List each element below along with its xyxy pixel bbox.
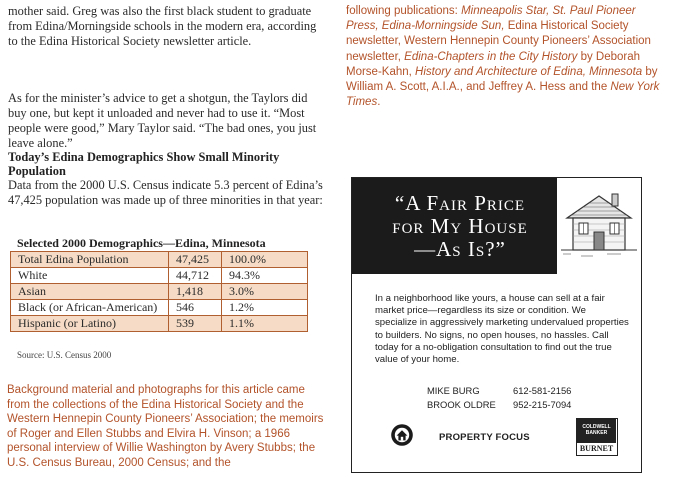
row-label: Black (or African-American) xyxy=(11,300,169,316)
row-percent: 100.0% xyxy=(222,252,308,268)
badge-bottom: BURNET xyxy=(579,444,614,453)
row-count: 47,425 xyxy=(169,252,222,268)
credits-paragraph: Background material and photographs for this article came from the collections of the Edina Historical Society and the Western Hennepin County Pioneers’ Association; the memoirs of Roger and Ellen Stubbs and Elvira H. Vinson; a 1966 personal interview of Willie Washington by Avery Stubbs; the U.S. Census Bureau, 2000 Census; and the xyxy=(7,384,324,469)
agent-name: MIKE BURG xyxy=(427,385,480,396)
table-source: Source: U.S. Census 2000 xyxy=(17,350,112,360)
row-label: Hispanic (or Latino) xyxy=(11,316,169,332)
row-count: 546 xyxy=(169,300,222,316)
body-paragraph-1: mother said. Greg was also the first black student to graduate from Edina/Morningside schools in the modern era, according to the Edina Historical Society newsletter article. xyxy=(8,4,317,48)
badge-top: COLDWELL BANKER xyxy=(577,419,616,443)
table-row xyxy=(11,300,308,316)
table-title: Selected 2000 Demographics—Edina, Minnesota xyxy=(17,236,266,250)
ad-body-text: In a neighborhood like yours, a house can sell at a fair market price—regardless its size or condition. We specialize in aggressively marketing undervalued properties to builders. No signs, no open houses, no hassles. Call today for a no-obligation consultation to find out the true value of your home. xyxy=(375,293,629,366)
pubs-text: by Deborah Morse-Kahn, xyxy=(346,50,641,78)
pubs-italic: Edina-Chapters in the City History xyxy=(404,50,578,63)
agent-row xyxy=(427,384,571,398)
agent-phone: 612-581-2156 xyxy=(513,385,572,396)
row-count: 1,418 xyxy=(169,284,222,300)
headline-line: —As Is?” xyxy=(414,237,506,261)
section-heading: Today’s Edina Demographics Show Small Minority Population xyxy=(8,150,280,178)
property-focus-logo-icon xyxy=(390,423,414,447)
pubs-text: following publications: xyxy=(346,5,462,17)
pubs-text: by William A. Scott, A.I.A., and Jeffrey A. Hess and the xyxy=(346,65,658,94)
row-label: Asian xyxy=(11,284,169,300)
row-percent: 1.2% xyxy=(222,300,308,316)
row-percent: 1.1% xyxy=(222,316,308,332)
ad-header xyxy=(352,178,640,274)
agent-row xyxy=(427,398,571,412)
pubs-italic: New York Times xyxy=(346,81,660,109)
demographics-table xyxy=(10,251,308,332)
agent-contacts xyxy=(427,384,571,411)
row-label: Total Edina Population xyxy=(11,252,169,268)
pubs-italic: History and Architecture of Edina, Minnesota xyxy=(415,65,643,78)
brand-name: PROPERTY FOCUS xyxy=(439,432,530,443)
house-icon xyxy=(557,178,640,274)
agent-name: BROOK OLDRE xyxy=(427,398,496,410)
table-row xyxy=(11,316,308,332)
pubs-text: Edina Historical Society newsletter, Western Hennepin County Pioneers’ Association newsletter, xyxy=(346,20,651,63)
table-row xyxy=(11,268,308,284)
property-focus-ad xyxy=(351,177,642,473)
table-row xyxy=(11,284,308,300)
body-paragraph-2: As for the minister’s advice to get a shotgun, the Taylors did buy one, but kept it unloaded and never had to use it. “Most people were good,” Mary Taylor said. “The bad ones, you just leave alone.” xyxy=(8,91,317,150)
publications-paragraph xyxy=(346,4,664,110)
ad-headline xyxy=(362,192,558,261)
coldwell-banker-badge xyxy=(576,418,618,456)
row-percent: 3.0% xyxy=(222,284,308,300)
row-percent: 94.3% xyxy=(222,268,308,284)
row-count: 44,712 xyxy=(169,268,222,284)
row-label: White xyxy=(11,268,169,284)
row-count: 539 xyxy=(169,316,222,332)
headline-line: for My House xyxy=(392,214,528,238)
table-row xyxy=(11,252,308,268)
headline-line: “A Fair Price xyxy=(394,191,526,215)
body-paragraph-3: Data from the 2000 U.S. Census indicate 5.3 percent of Edina’s 47,425 population was made up of three minorities in that year: xyxy=(8,178,323,207)
pubs-text: . xyxy=(377,96,381,109)
agent-phone: 952-215-7094 xyxy=(513,398,572,410)
pubs-italic: Minneapolis Star, St. Paul Pioneer Press, Edina-Morningside Sun, xyxy=(346,5,636,33)
